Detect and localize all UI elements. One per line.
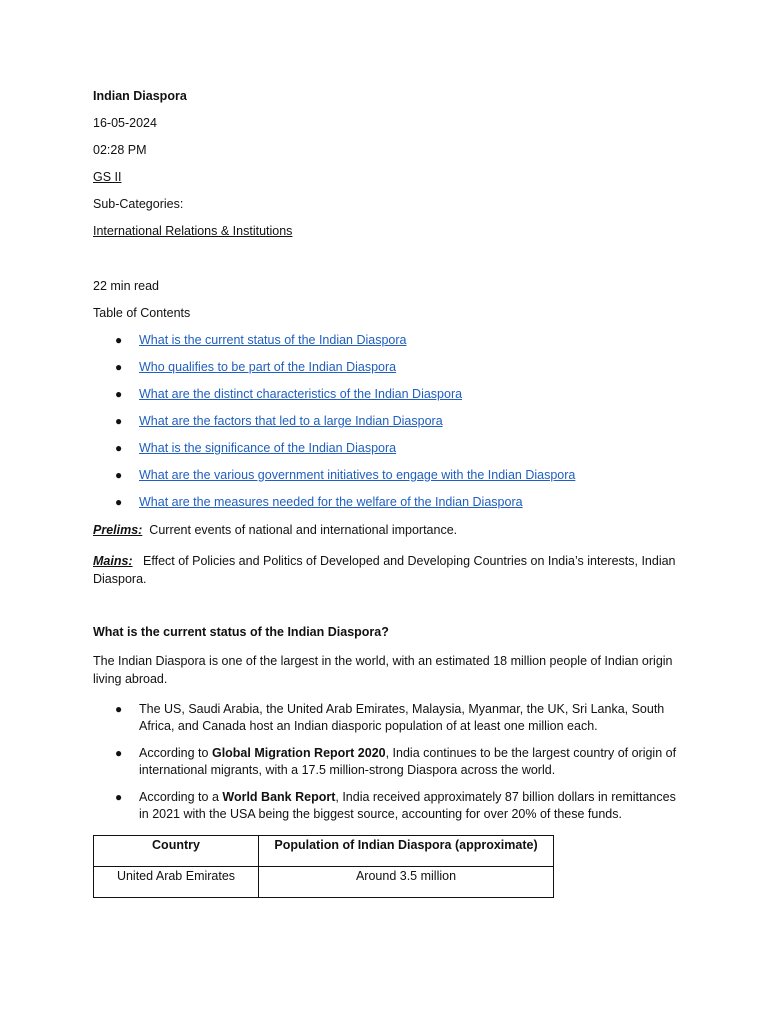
toc-item <box>93 440 683 456</box>
mains-label: Mains: <box>93 553 133 568</box>
bullet-icon: ● <box>115 387 123 401</box>
prelims-text: Current events of national and international importance. <box>149 523 458 537</box>
document-page <box>93 88 683 898</box>
toc-item <box>93 494 683 510</box>
point-bold-text: Global Migration Report 2020 <box>211 745 386 760</box>
paper-link[interactable]: GS II <box>93 170 122 184</box>
point-text: , India continues to be the largest country of origin of international migrants, with a 17.5 million-strong Diaspora across the world. <box>139 745 677 777</box>
bullet-icon: ● <box>115 333 123 347</box>
point-text: , India received approximately 87 billion dollars in remittances in 2021 with the USA being the biggest source, accounting for over 20% of these funds. <box>139 789 676 821</box>
diaspora-table <box>93 835 554 898</box>
point-text: According to a <box>139 789 223 804</box>
toc-item <box>93 467 683 483</box>
list-item <box>93 745 683 780</box>
list-item <box>93 789 683 824</box>
table-row <box>94 866 554 897</box>
bullet-icon: ● <box>115 414 123 428</box>
table-header-cell: Population of Indian Diaspora (approximate) <box>259 835 554 866</box>
toc-link[interactable]: What are the factors that led to a large Indian Diaspora <box>139 414 443 428</box>
toc-link[interactable]: What are the various government initiatives to engage with the Indian Diaspora <box>139 468 576 482</box>
section-intro: The Indian Diaspora is one of the largest in the world, with an estimated 18 million people of Indian origin living abroad. <box>93 654 673 686</box>
toc-link[interactable]: What are the distinct characteristics of the Indian Diaspora <box>139 387 463 401</box>
bullet-icon: ● <box>115 360 123 374</box>
table-header-row <box>94 835 554 866</box>
toc-item <box>93 332 683 348</box>
bullet-icon: ● <box>115 441 123 455</box>
bullet-icon: ● <box>115 701 123 716</box>
bullet-icon: ● <box>115 468 123 482</box>
document-time: 02:28 PM <box>93 143 147 157</box>
subcategories-label: Sub-Categories: <box>93 197 184 211</box>
point-text: The US, Saudi Arabia, the United Arab Emirates, Malaysia, Myanmar, the UK, Sri Lanka, South Africa, and Canada host an Indian diasporic population of at least one million each. <box>139 701 665 733</box>
toc-link[interactable]: What is the significance of the Indian Diaspora <box>139 441 397 455</box>
toc-label: Table of Contents <box>93 306 191 320</box>
toc-link[interactable]: What is the current status of the Indian Diaspora <box>139 333 407 347</box>
toc-item <box>93 359 683 375</box>
table-cell: Around 3.5 million <box>259 866 554 897</box>
subcategory-link[interactable]: International Relations & Institutions <box>93 224 293 238</box>
bullet-icon: ● <box>115 745 123 760</box>
toc-link[interactable]: What are the measures needed for the welfare of the Indian Diaspora <box>139 495 523 509</box>
point-text: According to <box>139 745 212 760</box>
toc-item <box>93 413 683 429</box>
mains-text: Effect of Policies and Politics of Developed and Developing Countries on India’s interests, Indian Diaspora. <box>93 553 676 586</box>
toc-link[interactable]: Who qualifies to be part of the Indian Diaspora <box>139 360 397 374</box>
bullet-icon: ● <box>115 789 123 804</box>
document-date: 16-05-2024 <box>93 116 157 130</box>
document-title: Indian Diaspora <box>93 89 187 103</box>
section-heading: What is the current status of the Indian Diaspora? <box>93 624 389 639</box>
toc-item <box>93 386 683 402</box>
prelims-line <box>93 521 683 539</box>
prelims-label: Prelims: <box>93 523 143 537</box>
read-time: 22 min read <box>93 279 160 293</box>
table-header-cell: Country <box>94 835 259 866</box>
point-bold-text: World Bank Report <box>222 789 336 804</box>
table-cell: United Arab Emirates <box>94 866 259 897</box>
table-of-contents <box>93 332 683 510</box>
points-list <box>93 701 683 824</box>
mains-line <box>93 552 683 588</box>
bullet-icon: ● <box>115 495 123 509</box>
list-item <box>93 701 683 736</box>
